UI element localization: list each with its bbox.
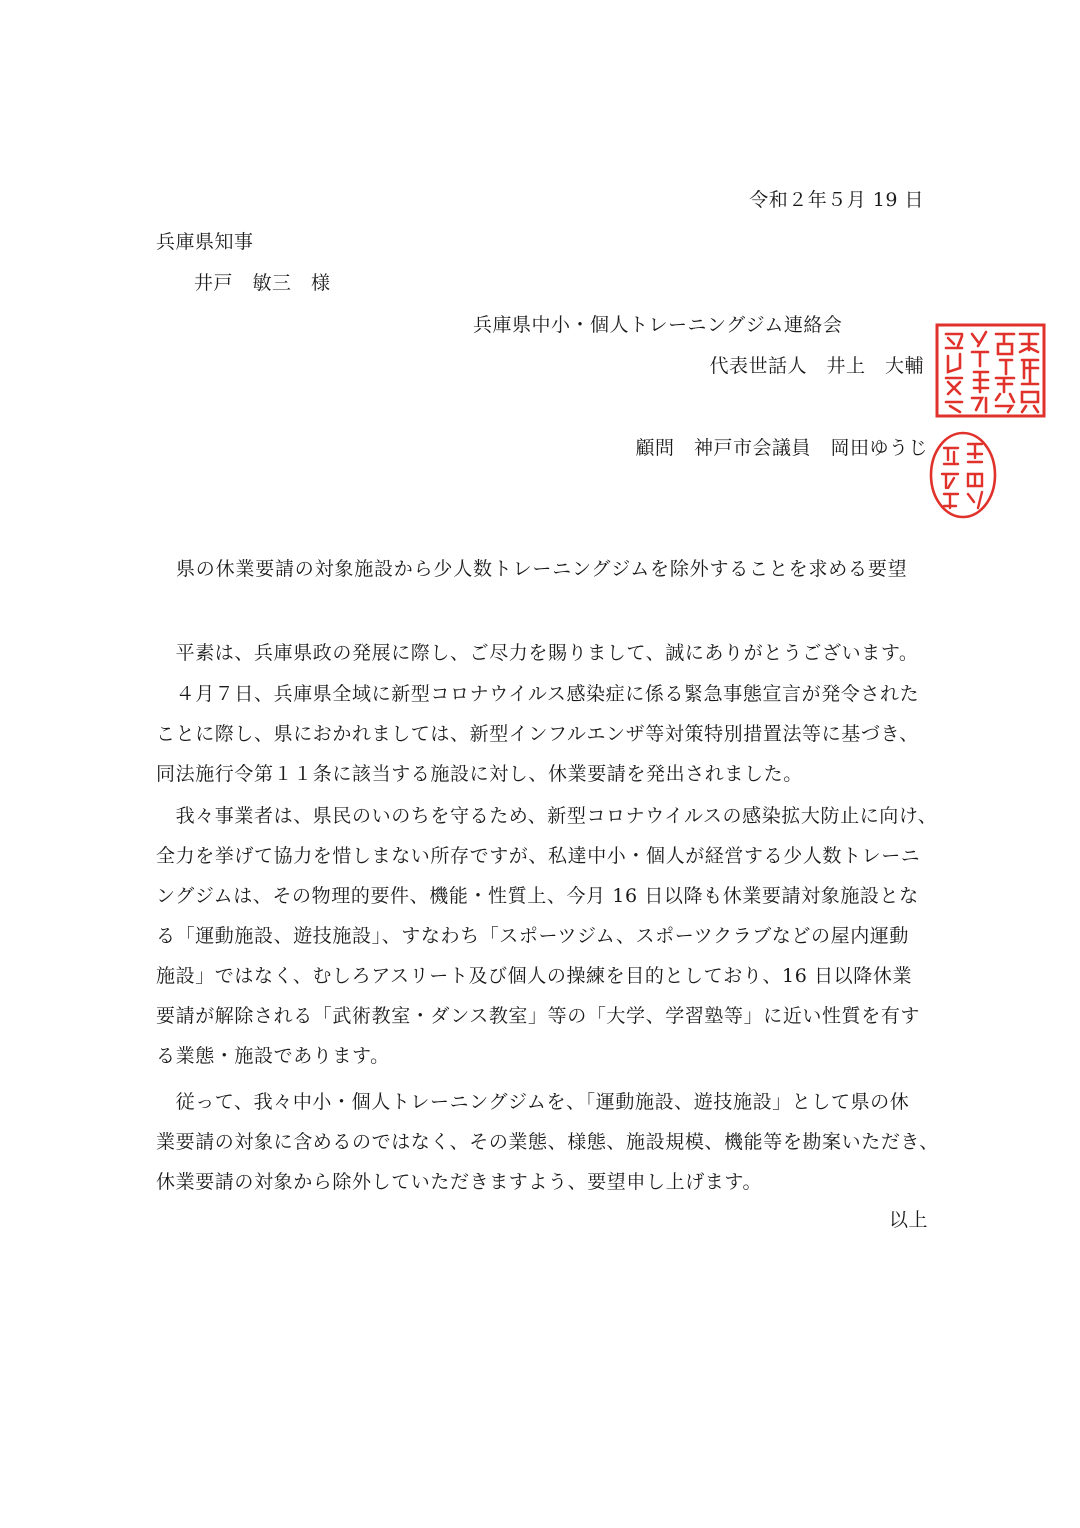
body-line: 従って、我々中小・個人トレーニングジムを、「運動施設、遊技施設」として県の休 (156, 1091, 910, 1113)
body-line: 要請が解除される「武術教室・ダンス教室」等の「大学、学習塾等」に近い性質を有す (156, 1005, 921, 1027)
body-paragraph-2 (156, 674, 938, 794)
body-line: 施設」ではなく、むしろアスリート及び個人の操練を目的としており、16 日以降休業 (156, 965, 913, 987)
advisor-line: 顧問 神戸市会議員 岡田ゆうじ (635, 437, 928, 459)
body-line: ４月７日、兵庫県全域に新型コロナウイルス感染症に係る緊急事態宣言が発令された (156, 683, 920, 705)
document-date: 令和２年５月 19 日 (749, 189, 924, 211)
body-line: 同法施行令第１１条に該当する施設に対し、休業要請を発出されました。 (156, 763, 803, 785)
sender-organization: 兵庫県中小・個人トレーニングジム連絡会 (473, 314, 843, 336)
body-line: る「運動施設、遊技施設」、すなわち「スポーツジム、スポーツクラブなどの屋内運動 (156, 925, 910, 947)
body-line: 平素は、兵庫県政の発展に際し、ご尽力を賜りまして、誠にありがとうございます。 (156, 642, 919, 664)
document-subject: 県の休業要請の対象施設から少人数トレーニングジムを除外することを求める要望 (176, 558, 908, 580)
body-paragraph-3 (156, 796, 938, 1076)
sender-representative: 代表世話人 井上 大輔 (709, 355, 924, 377)
body-line: 我々事業者は、県民のいのちを守るため、新型コロナウイルスの感染拡大防止に向け、 (156, 805, 938, 827)
recipient-title: 兵庫県知事 (156, 231, 254, 253)
body-paragraph-4 (156, 1082, 938, 1202)
body-line: 休業要請の対象から除外していただきますよう、要望申し上げます。 (156, 1171, 763, 1193)
recipient-name: 井戸 敏三 様 (194, 272, 331, 294)
body-paragraph-1 (156, 633, 938, 673)
organization-seal-stamp (934, 322, 1047, 419)
closing-mark: 以上 (888, 1209, 928, 1231)
advisor-seal-stamp (928, 430, 998, 520)
body-line: る業態・施設であります。 (156, 1045, 390, 1067)
body-line: 業要請の対象に含めるのではなく、その業態、様態、施設規模、機能等を勘案いただき、 (156, 1131, 939, 1153)
body-line: ングジムは、その物理的要件、機能・性質上、今月 16 日以降も休業要請対象施設とな (156, 885, 919, 907)
body-line: ことに際し、県におかれましては、新型インフルエンザ等対策特別措置法等に基づき、 (156, 723, 919, 745)
body-line: 全力を挙げて協力を惜しまない所存ですが、私達中小・個人が経営する少人数トレーニ (156, 845, 921, 867)
